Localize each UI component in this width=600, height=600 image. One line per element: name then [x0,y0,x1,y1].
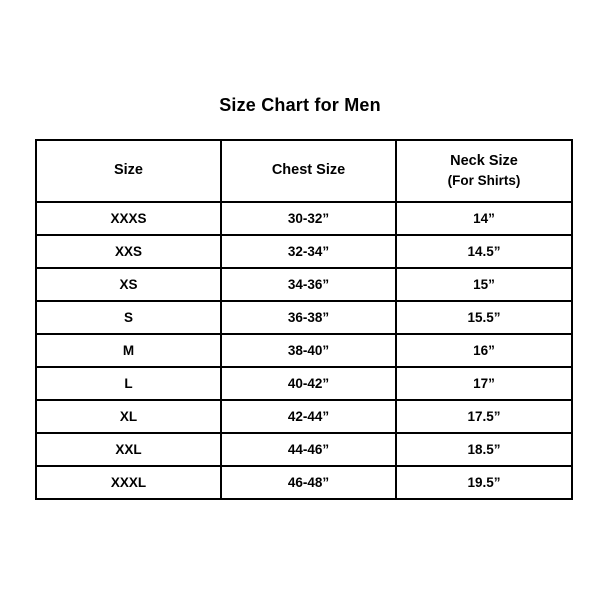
column-header-neck-size-line2: (For Shirts) [447,172,521,188]
cell-chest-size: 36-38” [221,301,396,334]
cell-chest-size: 30-32” [221,202,396,235]
cell-chest-size: 38-40” [221,334,396,367]
table-row [36,202,572,235]
cell-size: L [36,367,221,400]
cell-chest-size: 34-36” [221,268,396,301]
cell-size: XL [36,400,221,433]
table-row [36,433,572,466]
cell-chest-size: 40-42” [221,367,396,400]
column-header-neck-size [396,140,572,202]
column-header-chest-size [221,140,396,202]
size-chart-table [35,139,573,500]
table-header-row [36,140,572,202]
table-header [36,140,572,202]
cell-size: M [36,334,221,367]
cell-neck-size: 15.5” [396,301,572,334]
cell-size: XXS [36,235,221,268]
column-header-chest-size-line1: Chest Size [271,162,346,179]
cell-size: XS [36,268,221,301]
cell-neck-size: 14.5” [396,235,572,268]
table-row [36,301,572,334]
cell-size: XXL [36,433,221,466]
cell-size: XXXL [36,466,221,499]
size-chart-table-wrapper [35,139,571,500]
cell-neck-size: 16” [396,334,572,367]
column-header-size-line1: Size [113,162,143,179]
table-row [36,400,572,433]
table-row [36,235,572,268]
table-row [36,334,572,367]
page-title: Size Chart for Men [219,95,381,115]
table-body [36,202,572,499]
cell-neck-size: 19.5” [396,466,572,499]
cell-neck-size: 17” [396,367,572,400]
table-row [36,466,572,499]
table-row [36,268,572,301]
column-header-size [36,140,221,202]
cell-neck-size: 17.5” [396,400,572,433]
table-row [36,367,572,400]
cell-chest-size: 32-34” [221,235,396,268]
cell-chest-size: 46-48” [221,466,396,499]
cell-size: S [36,301,221,334]
cell-neck-size: 18.5” [396,433,572,466]
cell-size: XXXS [36,202,221,235]
cell-chest-size: 44-46” [221,433,396,466]
cell-neck-size: 14” [396,202,572,235]
cell-chest-size: 42-44” [221,400,396,433]
column-header-neck-size-line1: Neck Size [450,153,518,170]
cell-neck-size: 15” [396,268,572,301]
